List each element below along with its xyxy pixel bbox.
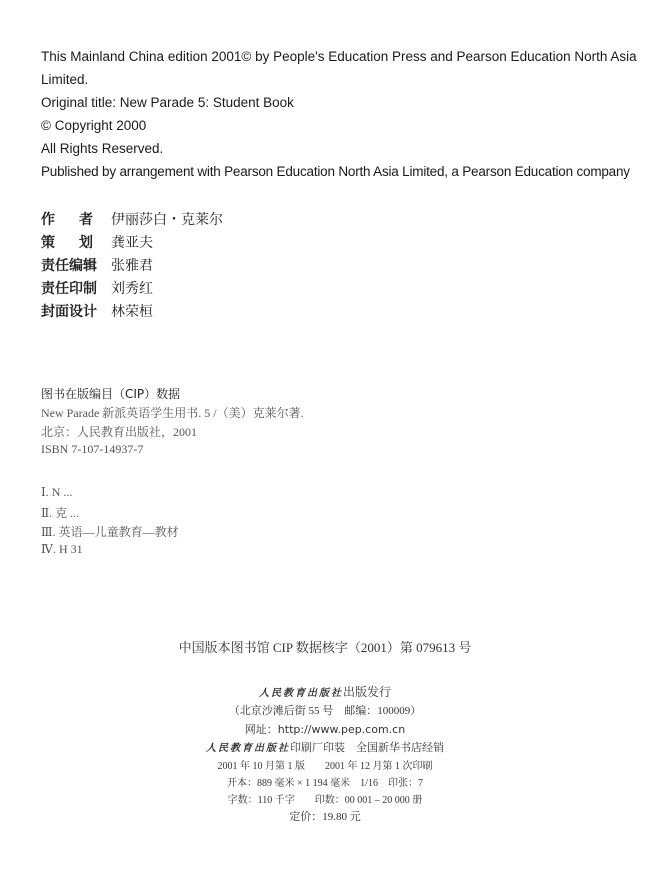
cip-isbn: ISBN 7-107-14937-7 (41, 442, 144, 456)
copyright-line: This Mainland China edition 2001© by People's Education Press and Pearson Education North Asia (41, 49, 637, 64)
publisher-logo: 人民教育出版社 (258, 688, 343, 699)
credit-cover: 封面设计 林荣桓 (41, 304, 153, 320)
cip-line: New Parade 新派英语学生用书. 5 /（美）克莱尔著. (41, 406, 304, 420)
copyright-year: © Copyright 2000 (41, 118, 147, 133)
website: 网址：http://www.pep.com.cn (244, 723, 406, 736)
credit-author: 作者伊丽莎白・克莱尔 (41, 212, 223, 228)
cip-class: Ⅱ. 克 ... (41, 506, 80, 520)
cip-line: 北京：人民教育出版社，2001 (41, 425, 198, 439)
cip-class: Ⅳ. H 31 (41, 542, 83, 556)
copyright-line: Limited. (41, 72, 89, 87)
cip-class: Ⅰ. N ... (41, 485, 73, 499)
price: 定价：19.80 元 (289, 811, 361, 823)
credit-planner: 策划龚亚夫 (41, 235, 153, 251)
format: 开本：889 毫米 × 1 194 毫米 1/16 印张：7 (227, 778, 423, 789)
credit-printing: 责任印制 刘秀红 (41, 281, 153, 297)
printer-line: 人民教育出版社印刷厂印装 全国新华书店经销 (206, 742, 444, 754)
arrangement: Published by arrangement with Pearson Education North Asia Limited, a Pearson Education company (41, 164, 630, 179)
word-count: 字数：110 千字 印数：00 001 – 20 000 册 (227, 795, 423, 806)
address: （北京沙滩后街 55 号 邮编：100009） (228, 705, 422, 717)
cip-heading: 图书在版编目（CIP）数据 (41, 387, 181, 401)
credit-editor: 责任编辑 张雅君 (41, 258, 153, 274)
publisher-line: 人民教育出版社出版发行 (258, 685, 391, 699)
rights: All Rights Reserved. (41, 141, 164, 156)
original-title: Original title: New Parade 5: Student Book (41, 95, 294, 110)
cip-number: 中国版本图书馆 CIP 数据核字（2001）第 079613 号 (178, 640, 472, 655)
cip-class: Ⅲ. 英语—儿童教育—教材 (41, 525, 179, 539)
edition: 2001 年 10 月第 1 版 2001 年 12 月第 1 次印刷 (217, 761, 433, 772)
